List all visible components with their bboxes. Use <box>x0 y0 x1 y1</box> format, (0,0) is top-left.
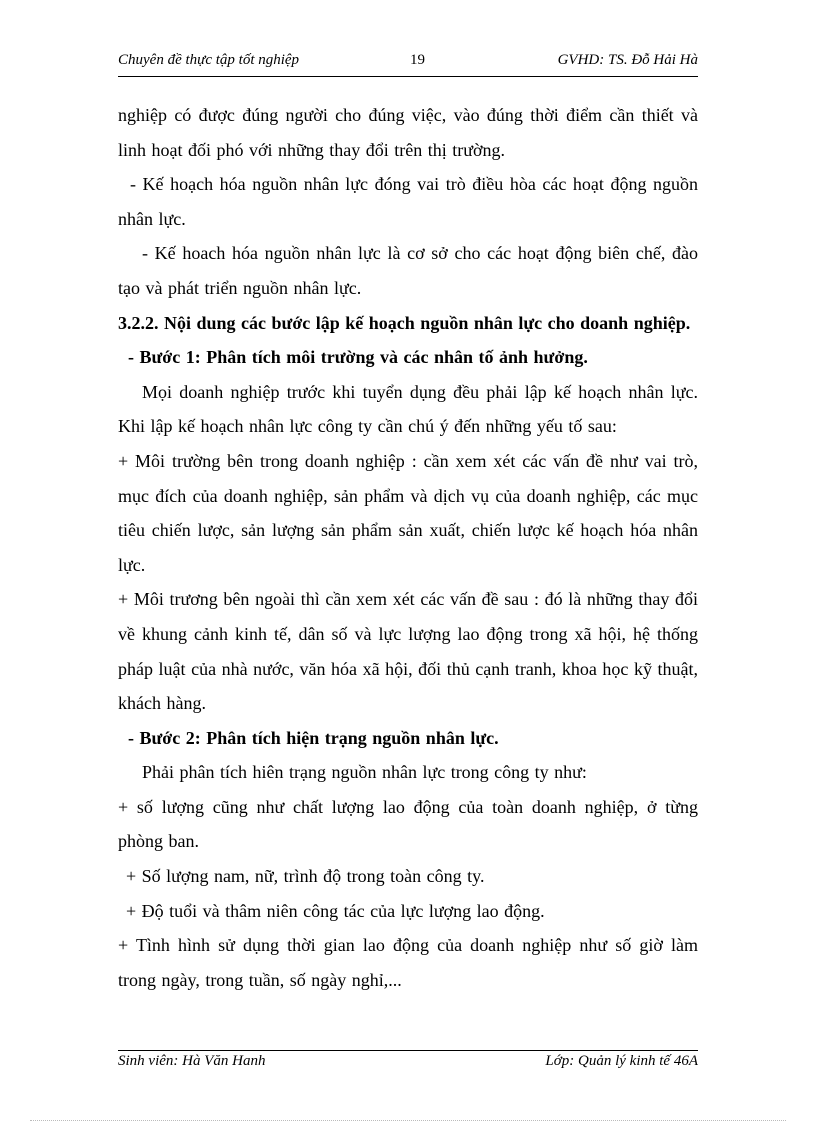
page-header <box>118 52 698 74</box>
paragraph: Phải phân tích hiên trạng nguồn nhân lực trong công ty như: <box>142 762 587 783</box>
paragraph: + Môi trương bên ngoài thì cần xem xét các vấn đề sau : đó là những thay đổi về khung cảnh kinh tế, dân số và lực lượng lao động trong xã hội, hệ thống pháp luật của nhà nước, văn hóa xã hội, đối thủ cạnh tranh, khoa học kỹ thuật, khách hàng. <box>118 589 698 714</box>
page-edge-dotted-line <box>30 1120 786 1121</box>
header-supervisor: GVHD: TS. Đỗ Hải Hà <box>557 52 698 68</box>
paragraph: + Độ tuổi và thâm niên công tác của lực lượng lao động. <box>126 900 545 921</box>
paragraph: Mọi doanh nghiệp trước khi tuyển dụng đều phải lập kế hoạch nhân lực. Khi lập kế hoạch nhân lực công ty cần chú ý đến những yếu tố sau: <box>118 381 698 437</box>
header-page-number: 19 <box>410 52 425 68</box>
step-heading: - Bước 1: Phân tích môi trường và các nhân tố ảnh hưởng. <box>128 347 588 368</box>
paragraph: + Môi trường bên trong doanh nghiệp : cần xem xét các vấn đề như vai trò, mục đích của doanh nghiệp, sản phẩm và dịch vụ của doanh nghiệp, các mục tiêu chiến lược, sản lượng sản phẩm sản xuất, chiến lược kế hoạch hóa nhân lực. <box>118 450 698 575</box>
section-heading: 3.2.2. Nội dung các bước lập kế hoạch nguồn nhân lực cho doanh nghiệp. <box>118 312 691 333</box>
footer-rule <box>118 1050 698 1051</box>
header-rule <box>118 76 698 77</box>
paragraph: + Số lượng nam, nữ, trình độ trong toàn công ty. <box>126 866 485 887</box>
footer-class: Lớp: Quản lý kinh tế 46A <box>545 1053 698 1069</box>
paragraph: - Kế hoạch hóa nguồn nhân lực đóng vai trò điều hòa các hoạt động nguồn nhân lực. <box>118 174 698 229</box>
paragraph: nghiệp có được đúng người cho đúng việc, vào đúng thời điểm cần thiết và linh hoạt đối phó với những thay đổi trên thị trường. <box>118 105 698 160</box>
paragraph: - Kế hoach hóa nguồn nhân lực là cơ sở cho các hoạt động biên chế, đào tạo và phát triển nguồn nhân lực. <box>118 243 698 298</box>
header-document-title: Chuyên đề thực tập tốt nghiệp <box>118 52 300 68</box>
paragraph: + Tình hình sử dụng thời gian lao động của doanh nghiệp như số giờ làm trong ngày, trong tuần, số ngày nghỉ,... <box>118 935 698 990</box>
step-heading: - Bước 2: Phân tích hiện trạng nguồn nhân lực. <box>128 727 499 748</box>
page-footer <box>118 1053 698 1075</box>
footer-student: Sinh viên: Hà Văn Hanh <box>118 1053 266 1069</box>
page-body <box>118 98 698 997</box>
paragraph: + số lượng cũng như chất lượng lao động của toàn doanh nghiệp, ở từng phòng ban. <box>118 796 698 852</box>
